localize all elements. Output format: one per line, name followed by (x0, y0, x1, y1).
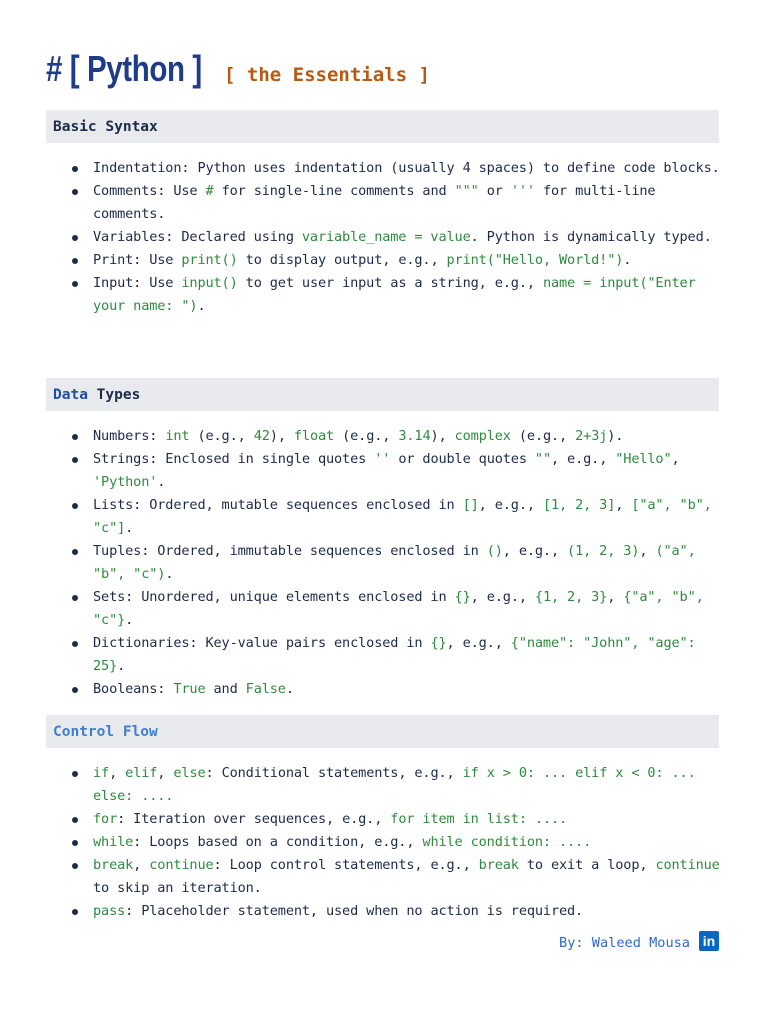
item-text: to exit a loop, (518, 857, 656, 873)
item-text: ). (607, 428, 624, 444)
code-snippet: name = input("Enter your name: ") (93, 275, 696, 314)
item-text: for multi-line comments. (93, 183, 656, 222)
code-snippet: continue (149, 857, 214, 873)
list-item (46, 831, 722, 854)
code-snippet: print("Hello, World!") (446, 252, 624, 268)
item-text: , (157, 765, 174, 781)
code-snippet: float (293, 428, 335, 444)
list-item (46, 586, 722, 632)
title-subtitle: [ the Essentials ] (224, 64, 430, 86)
item-text: or double quotes (390, 451, 535, 467)
item-text: Sets: Unordered, unique elements enclosed in (93, 589, 455, 605)
item-text: Dictionaries: Key-value pairs enclosed in (93, 635, 431, 651)
code-snippet: {"name": "John", "age": 25} (93, 635, 696, 674)
list-item (46, 854, 722, 900)
code-snippet: "" (534, 451, 551, 467)
item-text: : Iteration over sequences, e.g., (117, 811, 391, 827)
code-snippet: int (165, 428, 190, 444)
code-snippet: {"a", "b", "c"} (93, 589, 704, 628)
item-text: , (639, 543, 656, 559)
section-header-label: Control Flow (53, 723, 158, 740)
list-item (46, 226, 722, 249)
section-header-control-flow (46, 715, 719, 748)
code-snippet: (1, 2, 3) (567, 543, 640, 559)
list-item (46, 249, 722, 272)
list-item (46, 900, 722, 923)
item-text: Indentation: Python uses indentation (usually 4 spaces) to define code blocks. (93, 160, 720, 176)
section-header-label-part2: Types (87, 386, 141, 403)
code-snippet: variable_name = value (301, 229, 471, 245)
code-snippet: continue (655, 857, 720, 873)
code-snippet: False (245, 681, 286, 697)
code-snippet: ["a", "b", "c"] (93, 497, 712, 536)
list-item (46, 632, 722, 678)
title-main: # [ Python ] (46, 48, 202, 89)
list-item (46, 762, 722, 808)
control-flow-list (46, 762, 722, 923)
item-text: Tuples: Ordered, immutable sequences enclosed in (93, 543, 487, 559)
basic-syntax-list (46, 157, 722, 318)
list-item (46, 425, 722, 448)
item-text: , e.g., (502, 543, 568, 559)
item-text: Input: Use (93, 275, 182, 291)
code-snippet: [] (462, 497, 479, 513)
item-text: : Loop control statements, e.g., (213, 857, 479, 873)
item-text: Booleans: (93, 681, 174, 697)
code-snippet: 'Python' (93, 474, 158, 490)
item-text: (e.g., (334, 428, 399, 444)
section-header-label-part1: Data (53, 386, 88, 403)
item-text: . (125, 520, 134, 536)
item-text: for single-line comments and (213, 183, 455, 199)
item-text: . (623, 252, 632, 268)
footer-author: By: Waleed Mousa (559, 935, 690, 951)
item-text: ), (269, 428, 294, 444)
page-title (46, 48, 430, 90)
code-snippet: '' (374, 451, 391, 467)
code-snippet: # (205, 183, 214, 199)
code-snippet: {} (430, 635, 447, 651)
code-snippet: """ (454, 183, 479, 199)
item-text: , (607, 589, 624, 605)
list-item (46, 678, 722, 701)
item-text: , (133, 857, 150, 873)
item-text: , e.g., (470, 589, 535, 605)
item-text: Lists: Ordered, mutable sequences enclosed in (93, 497, 463, 513)
code-snippet: complex (454, 428, 511, 444)
code-snippet: ''' (510, 183, 535, 199)
code-snippet: 2+3j (575, 428, 608, 444)
item-text: : Placeholder statement, used when no action is required. (125, 903, 584, 919)
item-text: Strings: Enclosed in single quotes (93, 451, 375, 467)
code-snippet: print() (181, 252, 238, 268)
code-snippet: elif (125, 765, 158, 781)
item-text: . (285, 681, 294, 697)
section-header-data-types (46, 378, 719, 411)
item-text: ), (430, 428, 455, 444)
item-text: (e.g., (510, 428, 576, 444)
code-snippet: if (93, 765, 110, 781)
code-snippet: for item in list: .... (390, 811, 568, 827)
list-item (46, 180, 722, 226)
item-text: : Loops based on a condition, e.g., (133, 834, 423, 850)
item-text: or (478, 183, 511, 199)
item-text: , (615, 497, 632, 513)
item-text: , e.g., (550, 451, 616, 467)
code-snippet: True (173, 681, 206, 697)
code-snippet: ("a", "b", "c") (93, 543, 696, 582)
code-snippet: for (93, 811, 118, 827)
item-text: Comments: Use (93, 183, 206, 199)
item-text: to get user input as a string, e.g., (237, 275, 543, 291)
item-text: and (205, 681, 246, 697)
item-text: . (117, 658, 126, 674)
code-snippet: 3.14 (398, 428, 431, 444)
section-header-label: Basic Syntax (53, 118, 158, 135)
code-snippet: "Hello" (615, 451, 672, 467)
code-snippet: break (93, 857, 134, 873)
item-text: to skip an iteration. (93, 880, 262, 896)
code-snippet: else (173, 765, 206, 781)
code-snippet: while (93, 834, 134, 850)
item-text: . (125, 612, 134, 628)
code-snippet: {1, 2, 3} (534, 589, 608, 605)
item-text: . (157, 474, 166, 490)
linkedin-icon[interactable]: in (699, 931, 719, 951)
section-header-basic-syntax (46, 110, 719, 143)
code-snippet: 42 (253, 428, 270, 444)
item-text: , e.g., (478, 497, 543, 513)
data-types-list (46, 425, 722, 701)
code-snippet: () (486, 543, 503, 559)
item-text: . (165, 566, 174, 582)
item-text: (e.g., (189, 428, 254, 444)
item-text: Variables: Declared using (93, 229, 302, 245)
list-item (46, 540, 722, 586)
item-text: Print: Use (93, 252, 182, 268)
list-item (46, 272, 722, 318)
code-snippet: break (478, 857, 519, 873)
item-text: . (197, 298, 206, 314)
list-item (46, 157, 722, 180)
code-snippet: input() (181, 275, 238, 291)
item-text: . Python is dynamically typed. (470, 229, 712, 245)
code-snippet: pass (93, 903, 126, 919)
code-snippet: if x > 0: ... elif x < 0: ... else: .... (93, 765, 696, 804)
list-item (46, 448, 722, 494)
item-text: Numbers: (93, 428, 166, 444)
item-text: , (671, 451, 680, 467)
code-snippet: [1, 2, 3] (542, 497, 616, 513)
list-item (46, 494, 722, 540)
item-text: to display output, e.g., (237, 252, 447, 268)
list-item (46, 808, 722, 831)
item-text: : Conditional statements, e.g., (205, 765, 463, 781)
item-text: , e.g., (446, 635, 511, 651)
code-snippet: while condition: .... (422, 834, 592, 850)
code-snippet: {} (454, 589, 471, 605)
item-text: , (109, 765, 126, 781)
